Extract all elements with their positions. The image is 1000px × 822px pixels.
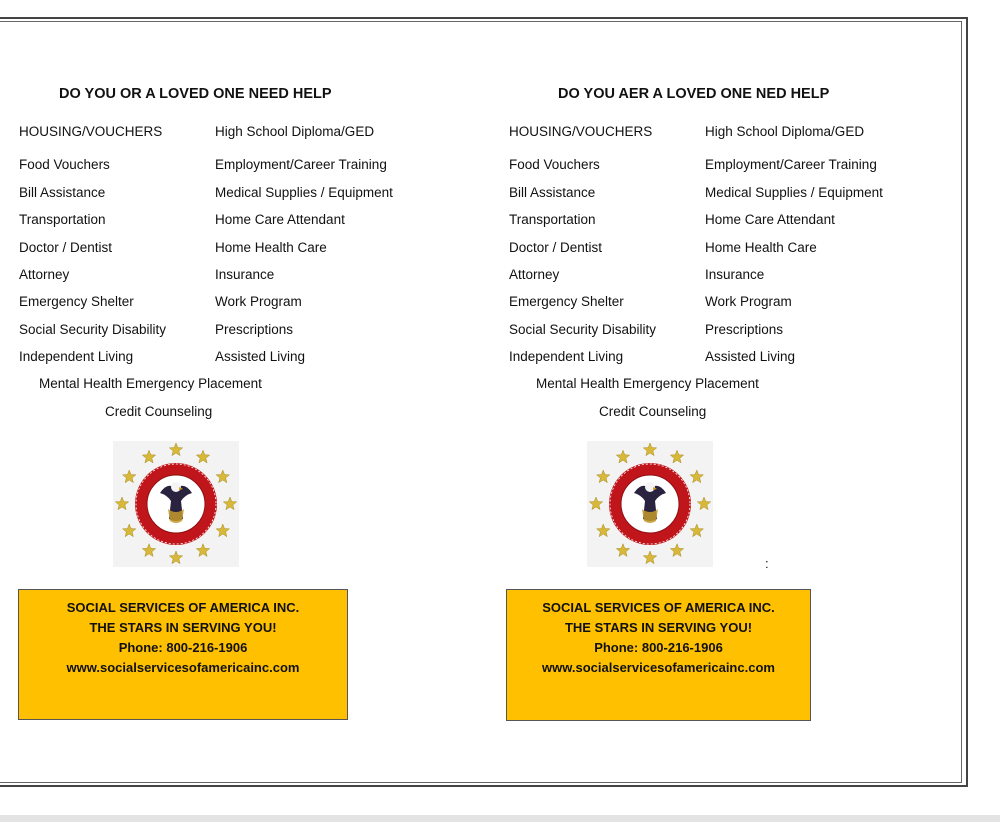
org-phone: Phone: 800-216-1906	[118, 640, 248, 655]
left-panel-title: DO YOU OR A LOVED ONE NEED HELP	[59, 86, 332, 102]
org-website: www.socialservicesofamericainc.com	[542, 660, 775, 675]
right-service-item: Work Program	[705, 294, 792, 309]
right-service-item: Employment/Career Training	[705, 157, 877, 172]
left-service-item: HOUSING/VOUCHERS	[19, 124, 163, 139]
left-service-item: Home Health Care	[215, 240, 327, 255]
right-service-item: Assisted Living	[705, 349, 796, 364]
right-service-item: Food Vouchers	[509, 157, 600, 172]
left-service-item: Work Program	[215, 294, 302, 309]
right-service-item-centered: Credit Counseling	[599, 404, 707, 419]
org-phone: Phone: 800-216-1906	[594, 640, 723, 655]
org-name: SOCIAL SERVICES OF AMERICA INC.	[66, 600, 300, 615]
right-service-item: Insurance	[705, 267, 765, 282]
org-slogan: THE STARS IN SERVING YOU!	[89, 620, 277, 635]
right-org-info-box	[506, 589, 811, 721]
page-bottom-edge	[0, 815, 1000, 822]
right-service-item: Doctor / Dentist	[509, 240, 603, 255]
left-service-item: Medical Supplies / Equipment	[215, 185, 393, 200]
right-service-item: Transportation	[509, 212, 596, 227]
left-service-item: Social Security Disability	[19, 322, 167, 337]
left-service-item: Food Vouchers	[19, 157, 110, 172]
org-name: SOCIAL SERVICES OF AMERICA INC.	[542, 600, 775, 615]
left-service-item: Transportation	[19, 212, 106, 227]
right-service-item: High School Diploma/GED	[705, 124, 865, 139]
eagle-seal-logo	[113, 441, 239, 567]
left-service-item: Home Care Attendant	[215, 212, 345, 227]
left-service-item: Employment/Career Training	[215, 157, 387, 172]
right-service-item: Attorney	[509, 267, 560, 282]
right-service-item: Home Health Care	[705, 240, 817, 255]
org-slogan: THE STARS IN SERVING YOU!	[564, 620, 753, 635]
org-website: www.socialservicesofamericainc.com	[66, 660, 300, 675]
right-service-item: Social Security Disability	[509, 322, 657, 337]
left-service-item: Prescriptions	[215, 322, 294, 337]
right-service-item: Bill Assistance	[509, 185, 596, 200]
right-panel-title: DO YOU AER A LOVED ONE NED HELP	[558, 86, 830, 102]
left-service-item: Independent Living	[19, 349, 134, 364]
left-service-item-centered: Credit Counseling	[105, 404, 213, 419]
left-service-item: High School Diploma/GED	[215, 124, 375, 139]
right-service-item: Prescriptions	[705, 322, 784, 337]
right-service-item-centered: Mental Health Emergency Placement	[536, 376, 759, 391]
left-service-item: Insurance	[215, 267, 275, 282]
right-service-item: Home Care Attendant	[705, 212, 835, 227]
stray-colon-mark: :	[765, 556, 769, 571]
left-service-item: Bill Assistance	[19, 185, 106, 200]
left-service-item-centered: Mental Health Emergency Placement	[39, 376, 262, 391]
left-org-info-box	[18, 589, 348, 720]
left-service-item: Doctor / Dentist	[19, 240, 113, 255]
right-service-item: Medical Supplies / Equipment	[705, 185, 883, 200]
left-service-item: Assisted Living	[215, 349, 306, 364]
right-service-item: Emergency Shelter	[509, 294, 624, 309]
left-service-item: Emergency Shelter	[19, 294, 134, 309]
eagle-seal-logo	[587, 441, 713, 567]
right-service-item: HOUSING/VOUCHERS	[509, 124, 653, 139]
left-service-item: Attorney	[19, 267, 70, 282]
right-service-item: Independent Living	[509, 349, 624, 364]
